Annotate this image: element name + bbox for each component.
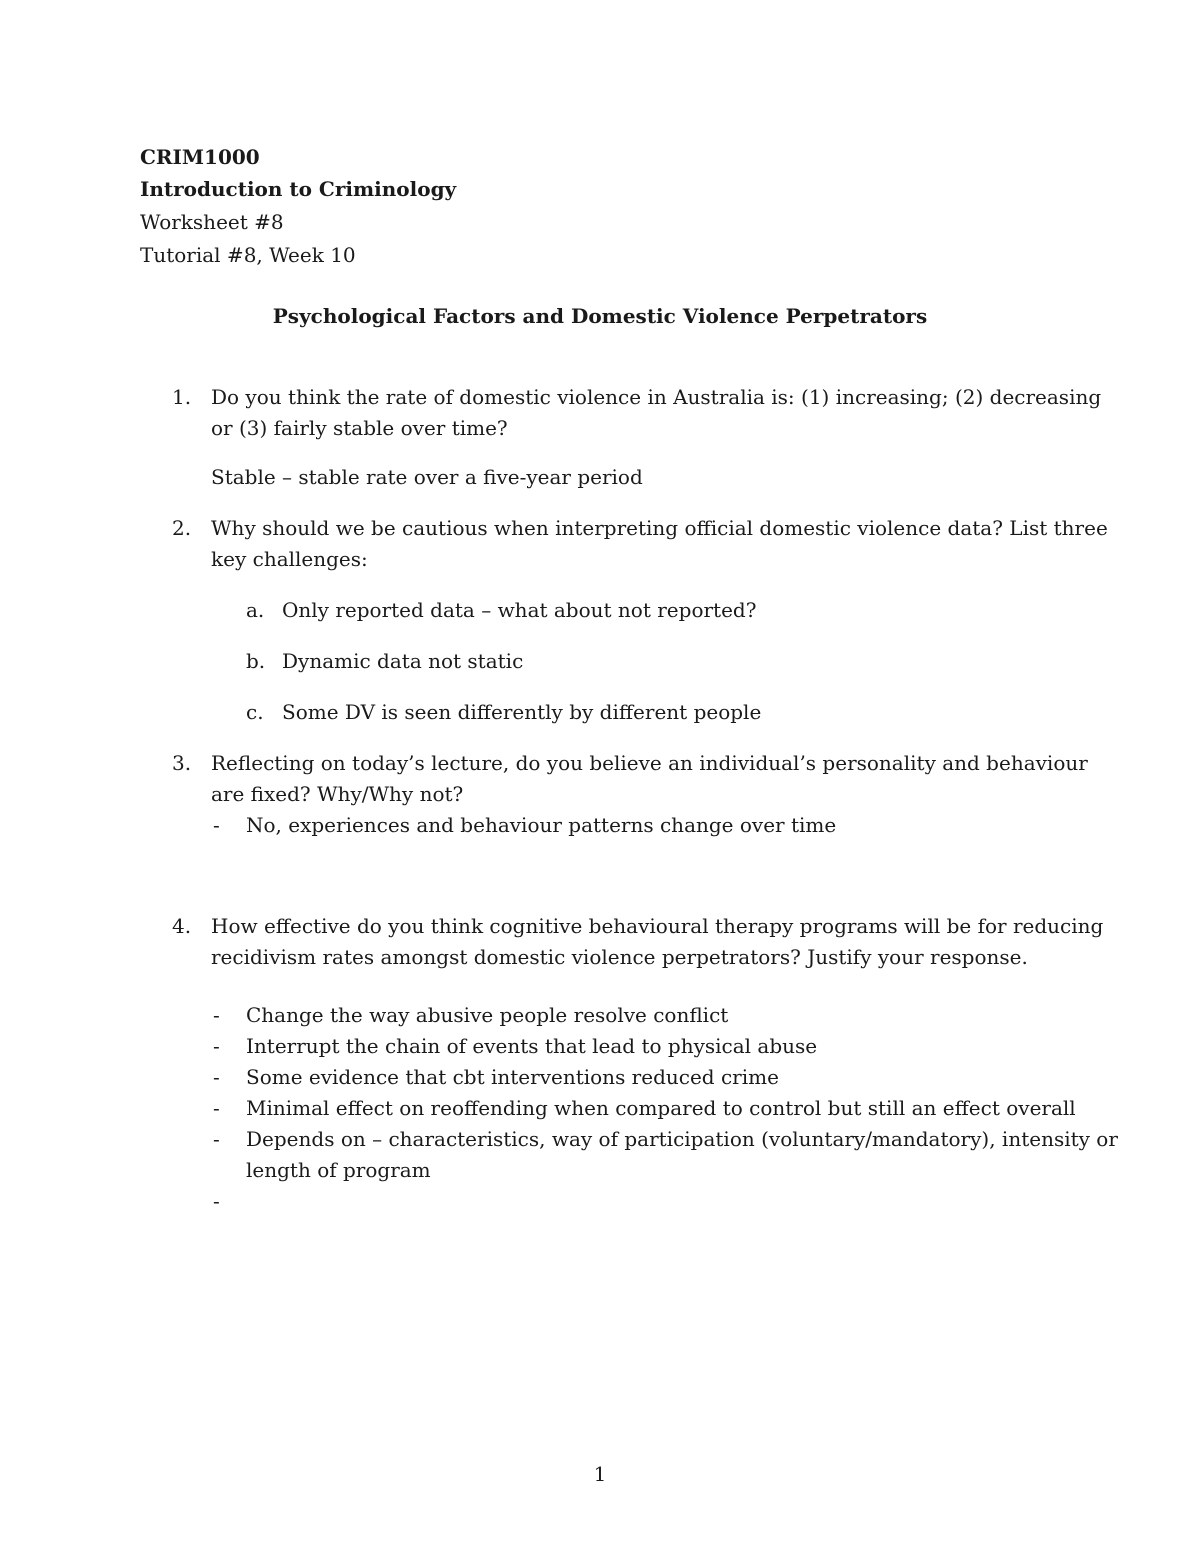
bullet-text: Interrupt the chain of events that lead to physical abuse	[246, 1034, 818, 1058]
list-item: Dynamic data not static	[282, 649, 524, 673]
bullet-marker: -	[213, 1065, 220, 1089]
bullet-text-continuation: length of program	[246, 1158, 431, 1182]
bullet-marker: -	[213, 1096, 220, 1120]
question-line: key challenges:	[211, 547, 368, 571]
course-name: Introduction to Criminology	[140, 177, 457, 201]
list-marker: a.	[246, 598, 265, 622]
bullet-text: Depends on – characteristics, way of participation (voluntary/mandatory), intensity or	[246, 1127, 1118, 1151]
question-line: Why should we be cautious when interpreting official domestic violence data? List three	[211, 516, 1108, 540]
question-line: Do you think the rate of domestic violence in Australia is: (1) increasing; (2) decreasing	[211, 385, 1102, 409]
question-number: 2.	[172, 516, 192, 540]
question-line: recidivism rates amongst domestic violence perpetrators? Justify your response.	[211, 945, 1028, 969]
list-marker: c.	[246, 700, 264, 724]
answer-text: Stable – stable rate over a five-year period	[211, 465, 643, 489]
course-code: CRIM1000	[140, 145, 260, 169]
bullet-text: Change the way abusive people resolve conflict	[246, 1003, 729, 1027]
bullet-text: No, experiences and behaviour patterns change over time	[246, 813, 837, 837]
bullet-text: Minimal effect on reoffending when compared to control but still an effect overall	[246, 1096, 1076, 1120]
list-item: Only reported data – what about not reported?	[282, 598, 757, 622]
bullet-marker: -	[213, 813, 220, 837]
bullet-marker: -	[213, 1003, 220, 1027]
question-number: 1.	[172, 385, 192, 409]
page-number: 1	[593, 1462, 607, 1486]
tutorial-label: Tutorial #8, Week 10	[140, 243, 356, 267]
worksheet-label: Worksheet #8	[140, 210, 284, 234]
question-number: 4.	[172, 914, 192, 938]
bullet-marker: -	[213, 1034, 220, 1058]
list-marker: b.	[246, 649, 266, 673]
bullet-marker: -	[213, 1189, 220, 1213]
question-line: or (3) fairly stable over time?	[211, 416, 508, 440]
question-line: Reflecting on today’s lecture, do you believe an individual’s personality and behaviour	[211, 751, 1088, 775]
document-title: Psychological Factors and Domestic Violence Perpetrators	[272, 304, 928, 328]
list-item: Some DV is seen differently by different people	[282, 700, 762, 724]
question-number: 3.	[172, 751, 192, 775]
bullet-text: Some evidence that cbt interventions reduced crime	[246, 1065, 779, 1089]
bullet-marker: -	[213, 1127, 220, 1151]
question-line: How effective do you think cognitive behavioural therapy programs will be for reducing	[211, 914, 1104, 938]
question-line: are fixed? Why/Why not?	[211, 782, 464, 806]
